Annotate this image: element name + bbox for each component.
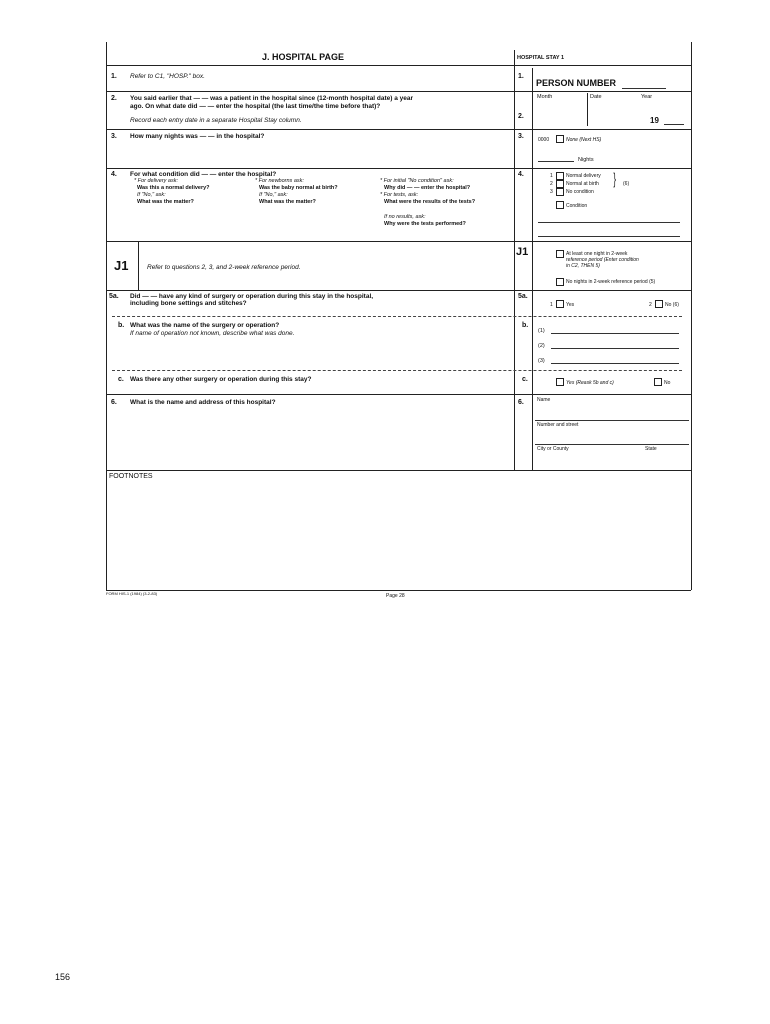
q4-col2-line1: * For newborns ask: (255, 178, 304, 184)
q5a-no-code: 2 (649, 302, 652, 308)
q4-col3-line5: If no results, ask: (384, 214, 426, 220)
q4-main: For what condition did — — enter the hospital? (130, 171, 277, 178)
q5b-item1: (1) (538, 328, 545, 334)
q5c-yes-checkbox[interactable] (556, 378, 564, 386)
row-rule-q5a (106, 290, 691, 291)
q5a-yes-label: Yes (566, 302, 575, 308)
row-rule-footnotes (106, 470, 691, 471)
q5a-answer-number: 5a. (518, 293, 528, 300)
q6-state-label: State (645, 446, 657, 452)
q4-col3-line6: Why were the tests performed? (384, 221, 466, 227)
q3-none-code: 0000 (538, 137, 550, 143)
q3-none-checkbox[interactable] (556, 135, 564, 143)
q2-year-field[interactable] (664, 124, 684, 125)
q4-opt2-label: Normal at birth (566, 181, 599, 187)
q4-col3-line1: * For initial "No condition" ask: (380, 178, 454, 184)
row-rule-q2 (106, 91, 691, 92)
row-rule-q6 (106, 394, 691, 395)
j1-opt1-line3: in C2, THEN 5) (566, 263, 600, 269)
header-rule (106, 65, 691, 66)
dashed-rule-5b (112, 316, 682, 317)
j1-at-least-one-night-checkbox[interactable] (556, 250, 564, 258)
q2-line2: ago. On what date did — — enter the hospital (the last time/the time before that)? (130, 103, 381, 110)
j1-label: J1 (114, 258, 129, 273)
q3-none-label: None (Next HS) (566, 137, 602, 143)
q4-opt3-code: 3 (550, 189, 553, 195)
q4-opt2-code: 2 (550, 181, 553, 187)
q4-col1-line4: What was the matter? (137, 199, 194, 205)
q4-opt1-label: Normal delivery (566, 173, 601, 179)
form-code: FORM HIS-1 (1984) (3-2-83) (106, 591, 158, 596)
q5b-answer-number: b. (522, 322, 529, 329)
q5a-line2: including bone settings and stitches? (130, 300, 247, 307)
q1-answer-number: 1. (518, 73, 524, 80)
q5b-field-1[interactable] (551, 333, 679, 334)
j1-answer-label: J1 (516, 246, 529, 258)
q4-col3-line3: * For tests, ask: (380, 192, 419, 198)
q3-number: 3. (111, 133, 117, 140)
q4-col1-line1: * For delivery ask: (134, 178, 179, 184)
row-rule-j1 (106, 241, 691, 242)
q4-col3-line2: Why did — — enter the hospital? (384, 185, 471, 191)
q2-number: 2. (111, 95, 117, 102)
q4-no-condition-checkbox[interactable] (556, 188, 564, 196)
footnotes-label: FOOTNOTES (109, 473, 153, 480)
q5a-yes-checkbox[interactable] (556, 300, 564, 308)
q2-month-divider (587, 93, 588, 126)
q4-bracket: } (613, 171, 617, 188)
form-left-border (106, 42, 107, 590)
form-right-border (691, 42, 692, 590)
row-rule-q3 (106, 129, 691, 130)
q5b-field-3[interactable] (551, 363, 679, 364)
q6-city-label: City or County (537, 446, 569, 452)
q4-col3-line4: What were the results of the tests? (384, 199, 476, 205)
q2-year-prefix: 19 (650, 116, 659, 125)
page-label: Page 28 (386, 593, 405, 599)
q6-name-label: Name (537, 397, 551, 403)
q4-col2-line2: Was the baby normal at birth? (259, 185, 338, 191)
j1-opt1-line1: At least one night in 2-week (566, 251, 628, 257)
q5a-yes-code: 1 (550, 302, 553, 308)
q4-bracket-note: (6) (623, 181, 630, 187)
q6-text: What is the name and address of this hospital? (130, 399, 276, 406)
q1-number: 1. (111, 73, 117, 80)
q2-answer-number: 2. (518, 113, 524, 120)
q6-street-field[interactable] (535, 444, 689, 445)
form-bottom-rule (106, 590, 691, 591)
q4-col2-line4: What was the matter? (259, 199, 316, 205)
q4-col1-line3: If "No," ask: (137, 192, 166, 198)
q5c-yes-label: Yes (Reask 5b and c) (566, 380, 614, 386)
j1-opt2: No nights in 2-week reference period (5) (566, 279, 656, 285)
person-number-label: PERSON NUMBER (536, 78, 617, 88)
q4-condition-field-2[interactable] (538, 236, 680, 237)
q2-line1: You said earlier that — — was a patient in the hospital since (12-month hospital date) a year (130, 95, 414, 102)
q4-normal-birth-checkbox[interactable] (556, 180, 564, 188)
q5a-line1: Did — — have any kind of surgery or operation during this stay in the hospital, (130, 293, 374, 300)
q3-text: How many nights was — — in the hospital? (130, 133, 265, 140)
q4-opt1-code: 1 (550, 173, 553, 179)
q1-text: Refer to C1, "HOSP." box. (130, 73, 205, 80)
q6-answer-number: 6. (518, 399, 524, 406)
q5a-number: 5a. (109, 293, 119, 300)
q5b-item2: (2) (538, 343, 545, 349)
q5b-line2: If name of operation not known, describe what was done. (130, 330, 295, 337)
q6-name-field[interactable] (535, 420, 689, 421)
j1-no-nights-checkbox[interactable] (556, 278, 564, 286)
j1-text: Refer to questions 2, 3, and 2-week reference period. (147, 264, 301, 271)
q5a-no-checkbox[interactable] (655, 300, 663, 308)
q2-line3: Record each entry date in a separate Hospital Stay column. (130, 117, 302, 124)
q4-normal-delivery-checkbox[interactable] (556, 172, 564, 180)
q5b-number: b. (118, 322, 125, 329)
q4-answer-number: 4. (518, 171, 524, 178)
q4-col1-line2: Was this a normal delivery? (137, 185, 210, 191)
q2-month-label: Month (537, 94, 553, 100)
hospital-stay-label: HOSPITAL STAY 1 (517, 55, 565, 61)
q5b-field-2[interactable] (551, 348, 679, 349)
q4-condition-checkbox[interactable] (556, 201, 564, 209)
q2-date-label: Date (590, 94, 602, 100)
q5a-no-label: No (6) (665, 302, 679, 308)
dashed-rule-5c (112, 370, 682, 371)
q5c-no-checkbox[interactable] (654, 378, 662, 386)
page-title: J. HOSPITAL PAGE (262, 52, 345, 62)
q3-answer-number: 3. (518, 133, 524, 140)
q4-number: 4. (111, 171, 117, 178)
person-number-field[interactable] (622, 88, 666, 89)
q5c-answer-number: c. (522, 376, 528, 383)
row-rule-q4 (106, 168, 691, 169)
q4-col2-line3: If "No," ask: (259, 192, 288, 198)
q4-condition-field-1[interactable] (538, 222, 680, 223)
q3-nights-field[interactable] (538, 161, 574, 162)
column-divider (514, 50, 515, 470)
q6-street-label: Number and street (537, 422, 579, 428)
j1-box-divider (138, 241, 139, 290)
page-number: 156 (55, 972, 71, 982)
q5c-number: c. (118, 376, 124, 383)
q5b-item3: (3) (538, 358, 545, 364)
q3-nights-label: Nights (578, 157, 594, 163)
j1-opt1-line2: reference period (Enter condition (566, 257, 639, 263)
q4-condition-label: Condition (566, 203, 588, 209)
q5c-text: Was there any other surgery or operation during this stay? (130, 376, 312, 383)
q4-opt3-label: No condition (566, 189, 594, 195)
q2-year-label: Year (641, 94, 653, 100)
q6-number: 6. (111, 399, 117, 406)
q5b-line1: What was the name of the surgery or operation? (130, 322, 280, 329)
q5c-no-label: No (664, 380, 671, 386)
